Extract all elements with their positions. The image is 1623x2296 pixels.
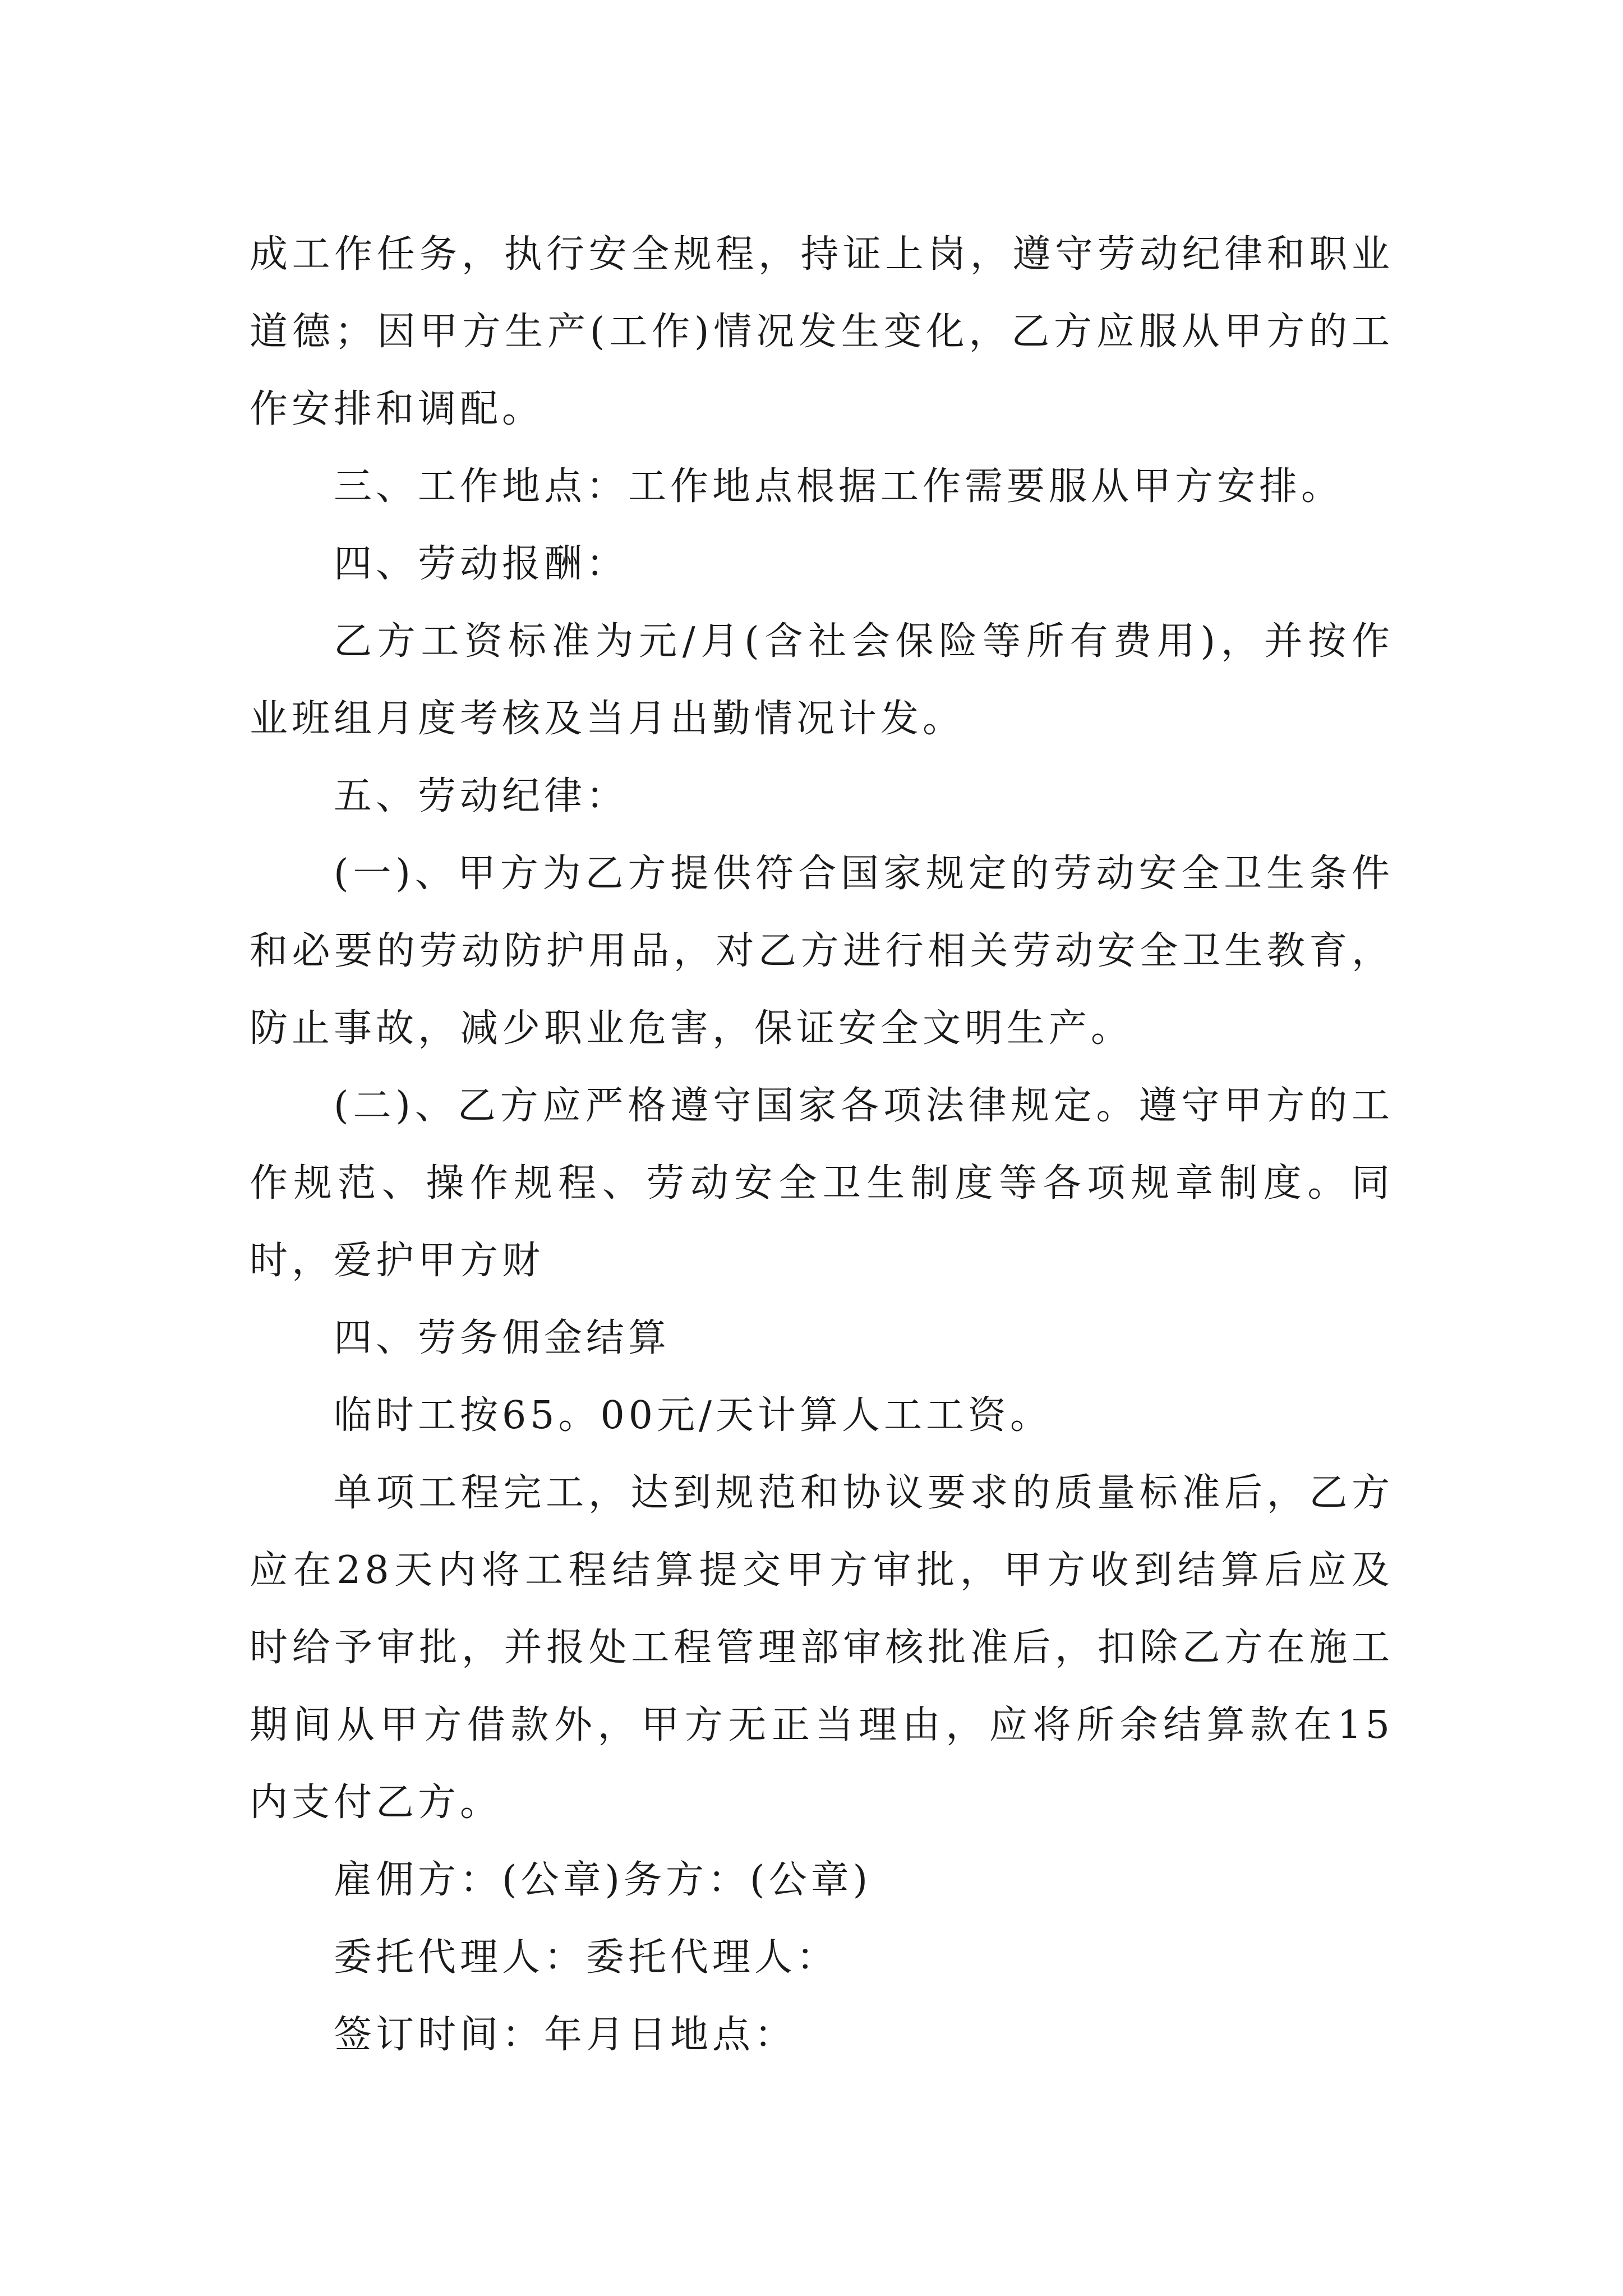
paragraph-discipline-two: (二)、乙方应严格遵守国家各项法律规定。遵守甲方的工作规范、操作规程、劳动安全卫生制度等各项规章制度。同时，爱护甲方财 [250, 1084, 1394, 1283]
signature-agents: 委托代理人：委托代理人： [334, 1935, 839, 1980]
paragraph-wage-standard: 乙方工资标准为元/月(含社会保险等所有费用)，并按作业班组月度考核及当月出勤情况计发。 [250, 619, 1394, 741]
paragraph-project-settlement: 单项工程完工，达到规范和协议要求的质量标准后，乙方应在28天内将工程结算提交甲方审批，甲方收到结算后应及时给予审批，并报处工程管理部审核批准后，扣除乙方在施工期间从甲方借款外，甲方无正当理由，应将所余结算款在15内支付乙方。 [250, 1471, 1394, 1825]
heading-labor-remuneration: 四、劳动报酬： [334, 542, 629, 586]
signature-parties: 雇佣方：(公章)务方：(公章) [334, 1858, 872, 1902]
heading-commission-settlement: 四、劳务佣金结算 [334, 1316, 671, 1360]
paragraph-discipline-one: (一)、甲方为乙方提供符合国家规定的劳动安全卫生条件和必要的劳动防护用品，对乙方进行相关劳动安全卫生教育，防止事故，减少职业危害，保证安全文明生产。 [250, 852, 1394, 1051]
document-body [250, 216, 1394, 2074]
paragraph-duties-continued: 成工作任务，执行安全规程，持证上岗，遵守劳动纪律和职业道德；因甲方生产(工作)情况发生变化，乙方应服从甲方的工作安排和调配。 [250, 232, 1394, 431]
signature-date-place: 签订时间：年月日地点： [334, 2013, 797, 2057]
paragraph-temporary-wage: 临时工按65。00元/天计算人工工资。 [334, 1393, 1052, 1438]
paragraph-work-location: 三、工作地点：工作地点根据工作需要服从甲方安排。 [334, 464, 1344, 509]
heading-labor-discipline: 五、劳动纪律： [334, 774, 629, 818]
